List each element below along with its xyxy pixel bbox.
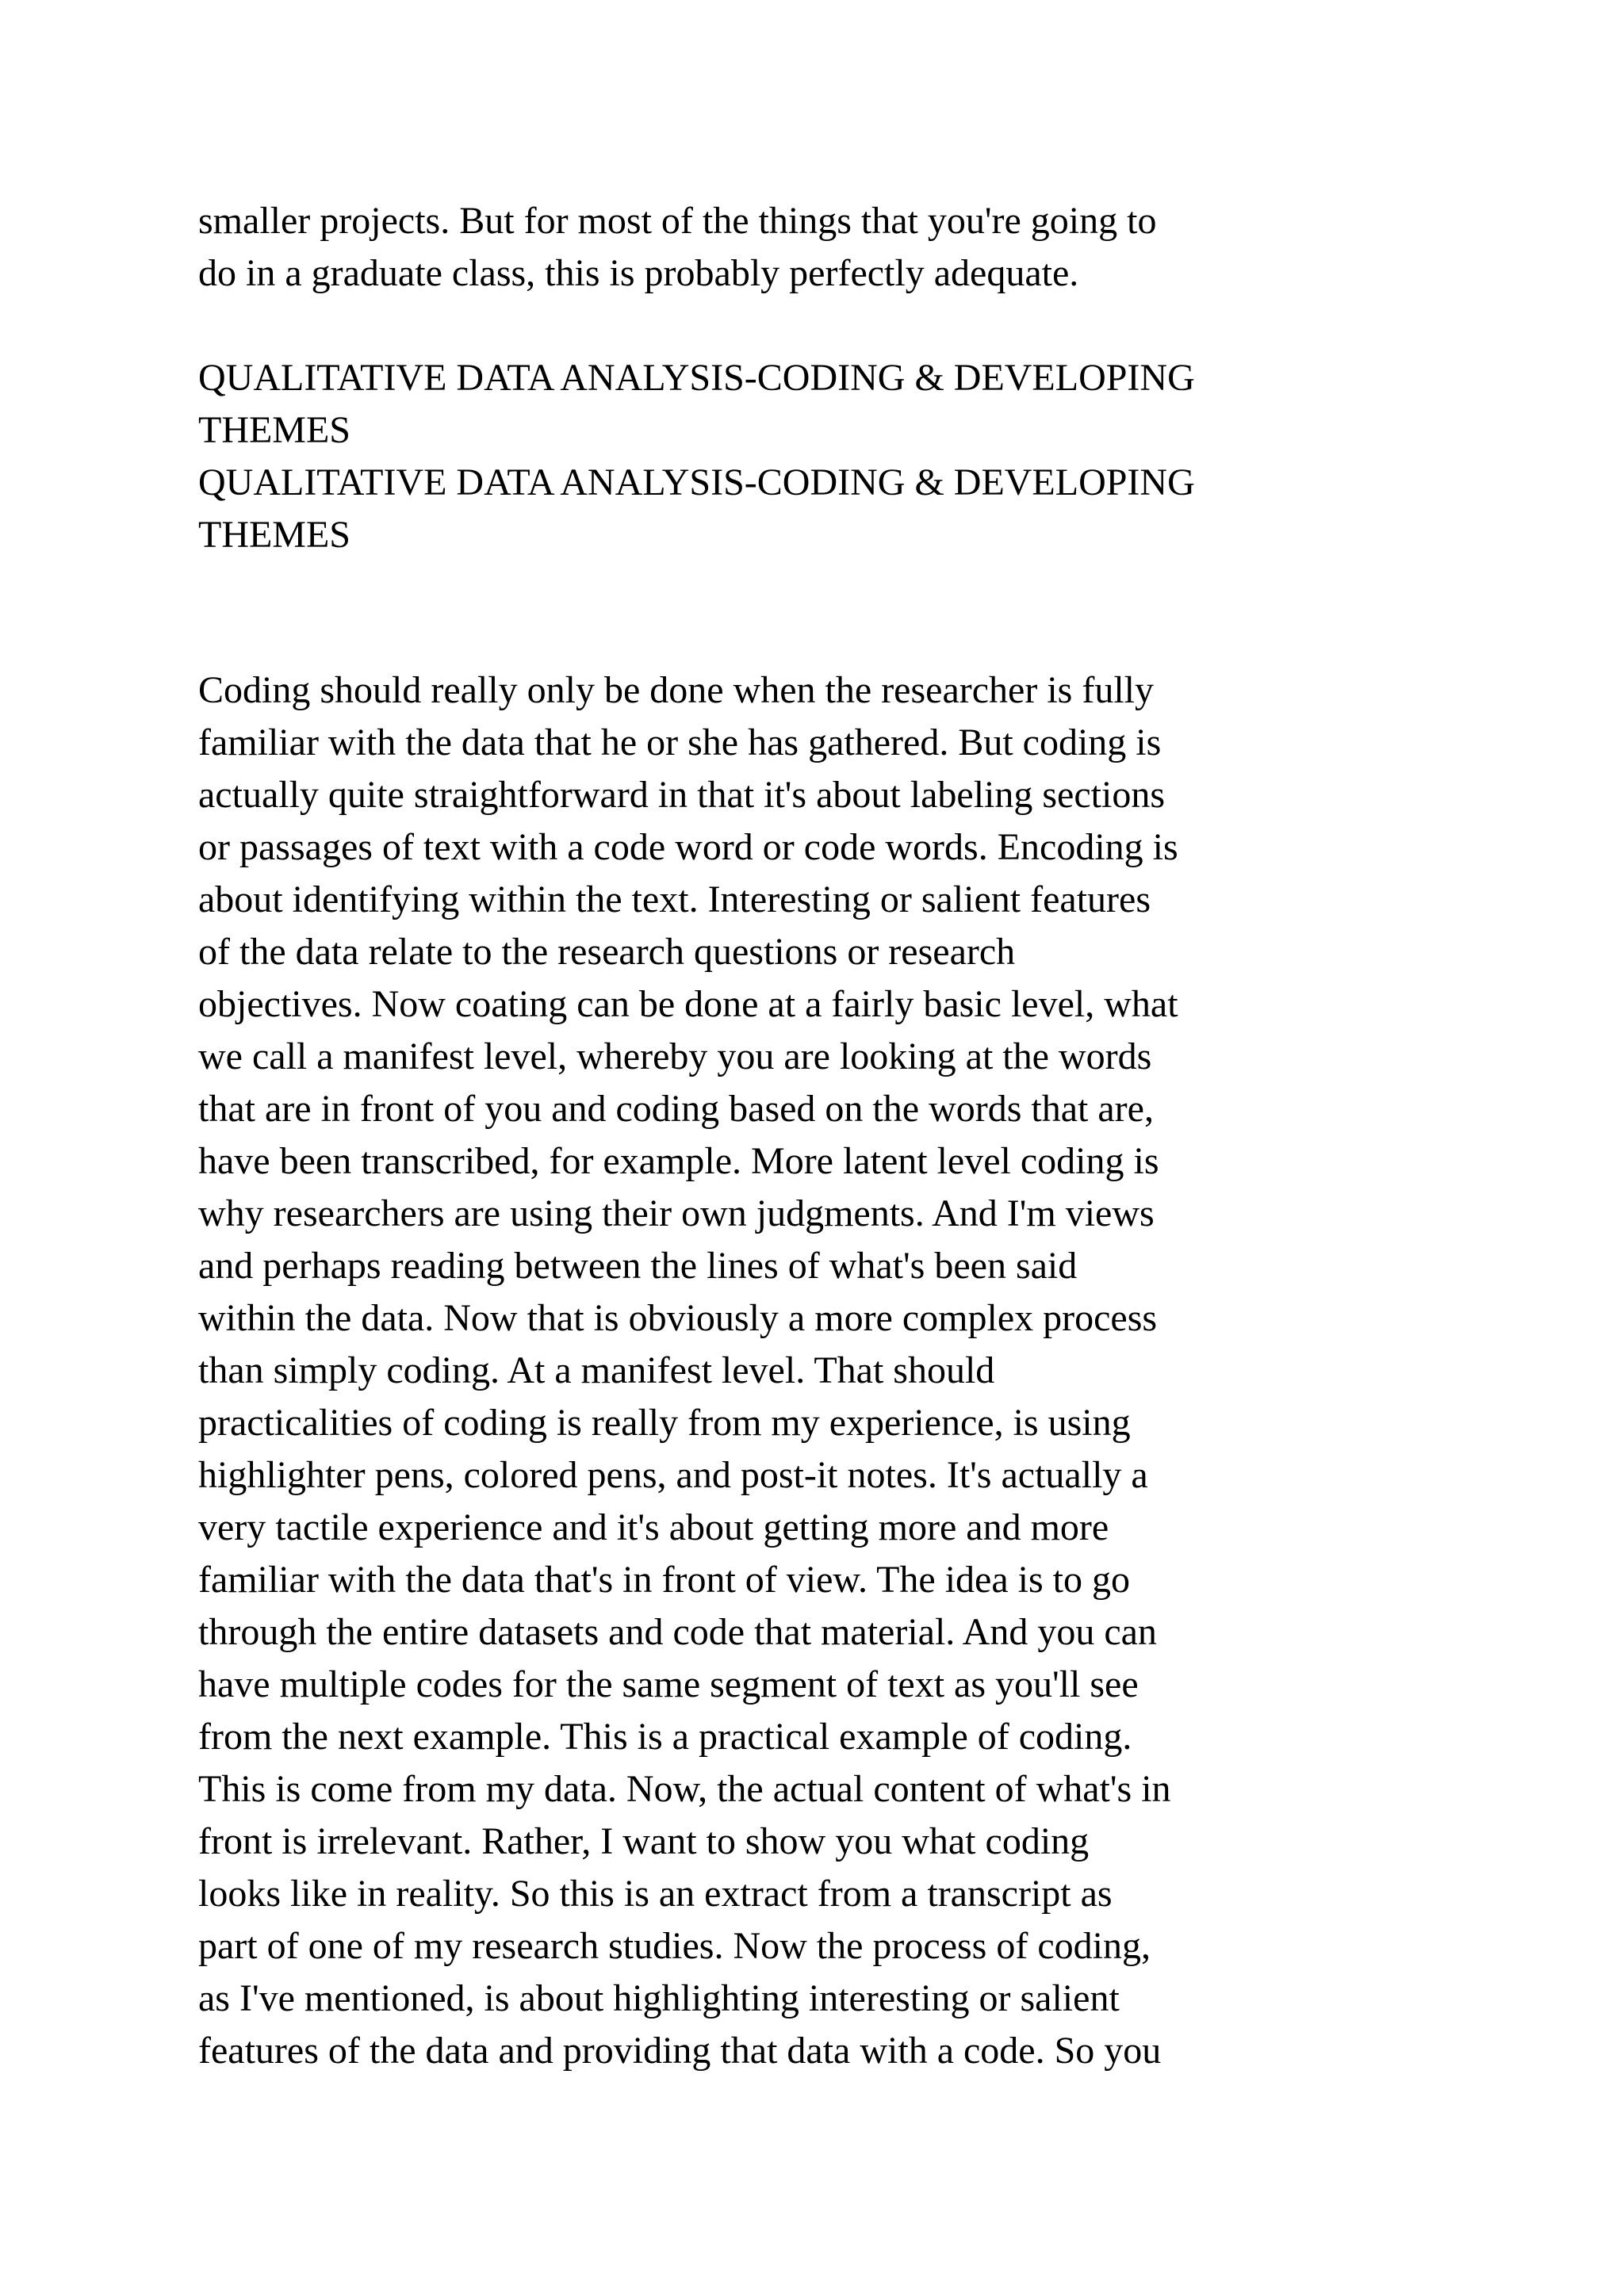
body-paragraph — [198, 664, 1435, 2077]
body-line: have been transcribed, for example. More latent level coding is — [198, 1140, 1159, 1182]
section-heading-line: QUALITATIVE DATA ANALYSIS-CODING & DEVELOPING — [198, 461, 1195, 503]
body-line: or passages of text with a code word or code words. Encoding is — [198, 826, 1178, 868]
body-line: that are in front of you and coding based on the words that are, — [198, 1088, 1154, 1130]
body-line: of the data relate to the research questions or research — [198, 931, 1016, 973]
section-heading-line: THEMES — [198, 514, 350, 556]
body-line: within the data. Now that is obviously a more complex process — [198, 1297, 1158, 1339]
body-line: and perhaps reading between the lines of what's been said — [198, 1245, 1078, 1287]
section-heading-line: QUALITATIVE DATA ANALYSIS-CODING & DEVELOPING — [198, 357, 1195, 399]
intro-line: do in a graduate class, this is probably perfectly adequate. — [198, 252, 1079, 294]
body-line: features of the data and providing that data with a code. So you — [198, 2030, 1162, 2072]
body-line: Coding should really only be done when the researcher is fully — [198, 669, 1155, 711]
body-line: as I've mentioned, is about highlighting interesting or salient — [198, 1977, 1120, 2019]
body-line: from the next example. This is a practical example of coding. — [198, 1716, 1132, 1758]
body-line: very tactile experience and it's about getting more and more — [198, 1506, 1109, 1548]
section-heading-repeat — [198, 457, 1435, 561]
body-line: we call a manifest level, whereby you are looking at the words — [198, 1035, 1152, 1077]
body-line: why researchers are using their own judgments. And I'm views — [198, 1192, 1155, 1234]
body-line: familiar with the data that he or she has gathered. But coding is — [198, 721, 1162, 763]
body-line: practicalities of coding is really from my experience, is using — [198, 1402, 1131, 1444]
body-line: part of one of my research studies. Now the process of coding, — [198, 1925, 1151, 1967]
body-line: objectives. Now coating can be done at a fairly basic level, what — [198, 983, 1178, 1025]
body-line: highlighter pens, colored pens, and post-it notes. It's actually a — [198, 1454, 1148, 1496]
body-line: front is irrelevant. Rather, I want to show you what coding — [198, 1820, 1090, 1862]
body-line: This is come from my data. Now, the actual content of what's in — [198, 1768, 1171, 1810]
body-line: than simply coding. At a manifest level. That should — [198, 1349, 995, 1391]
body-line: actually quite straightforward in that it's about labeling sections — [198, 774, 1166, 816]
intro-line: smaller projects. But for most of the things that you're going to — [198, 200, 1157, 242]
body-line: have multiple codes for the same segment of text as you'll see — [198, 1663, 1139, 1705]
body-line: about identifying within the text. Interesting or salient features — [198, 878, 1151, 920]
body-line: familiar with the data that's in front of view. The idea is to go — [198, 1559, 1131, 1601]
intro-paragraph — [198, 195, 1435, 300]
body-line: through the entire datasets and code that material. And you can — [198, 1611, 1157, 1653]
section-heading — [198, 352, 1435, 457]
section-heading-line: THEMES — [198, 409, 350, 451]
body-line: looks like in reality. So this is an extract from a transcript as — [198, 1873, 1113, 1915]
